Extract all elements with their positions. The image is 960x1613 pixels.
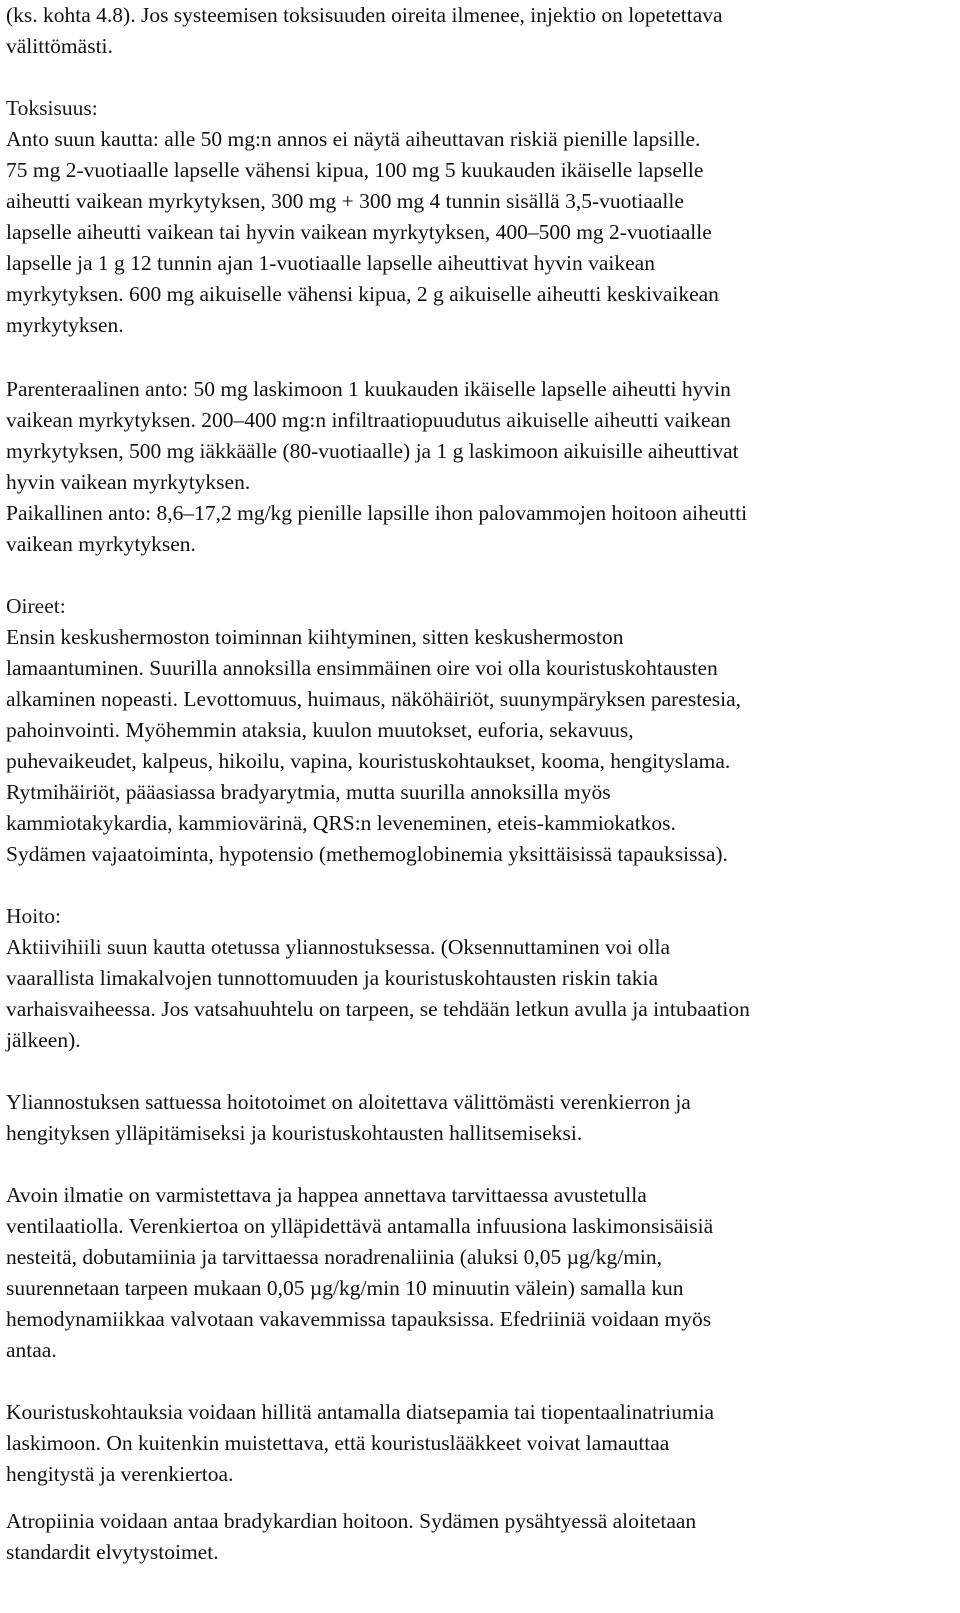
- paragraph-toksisuus-parenteral: [6, 374, 747, 560]
- text-line: hengityksen ylläpitämiseksi ja kouristuskohtausten hallitsemiseksi.: [6, 1121, 583, 1145]
- text-line: Sydämen vajaatoiminta, hypotensio (methemoglobinemia yksittäisissä tapauksissa).: [6, 842, 728, 866]
- section-heading: Oireet:: [6, 594, 66, 618]
- text-line: puhevaikeudet, kalpeus, hikoilu, vapina, kouristuskohtaukset, kooma, hengityslama.: [6, 749, 731, 773]
- text-line: kammiotakykardia, kammiovärinä, QRS:n leveneminen, eteis-kammiokatkos.: [6, 811, 676, 835]
- text-line: antaa.: [6, 1338, 57, 1362]
- paragraph-hoito-1: [6, 932, 750, 1056]
- paragraph-oireet: [6, 622, 741, 870]
- text-line: vaarallista limakalvojen tunnottomuuden ja kouristuskohtausten riskin takia: [6, 966, 659, 990]
- text-line: Anto suun kautta: alle 50 mg:n annos ei näytä aiheuttavan riskiä pienille lapsille.: [6, 127, 701, 151]
- section-heading: Hoito:: [6, 904, 61, 928]
- text-line: hemodynamiikkaa valvotaan vakavemmissa tapauksissa. Efedriiniä voidaan myös: [6, 1307, 712, 1331]
- heading-oireet: [6, 591, 66, 622]
- paragraph-hoito-3: [6, 1180, 713, 1366]
- text-line: nesteitä, dobutamiinia ja tarvittaessa noradrenaliinia (aluksi 0,05 µg/kg/min,: [6, 1245, 663, 1269]
- text-line: Ensin keskushermoston toiminnan kiihtyminen, sitten keskushermoston: [6, 625, 624, 649]
- paragraph-intro: [6, 0, 723, 62]
- text-line: standardit elvytystoimet.: [6, 1540, 219, 1564]
- heading-hoito: [6, 901, 61, 932]
- text-line: myrkytyksen. 600 mg aikuiselle vähensi kipua, 2 g aikuiselle aiheutti keskivaikean: [6, 282, 719, 306]
- paragraph-toksisuus-oral: [6, 124, 719, 341]
- text-line: Parenteraalinen anto: 50 mg laskimoon 1 kuukauden ikäiselle lapselle aiheutti hyvin: [6, 377, 731, 401]
- text-line: hyvin vaikean myrkytyksen.: [6, 470, 251, 494]
- paragraph-hoito-4: [6, 1397, 714, 1490]
- text-line: jälkeen).: [6, 1028, 81, 1052]
- paragraph-hoito-5: [6, 1506, 696, 1568]
- text-line: suurennetaan tarpeen mukaan 0,05 µg/kg/min 10 minuutin välein) samalla kun: [6, 1276, 684, 1300]
- text-line: 75 mg 2-vuotiaalle lapselle vähensi kipua, 100 mg 5 kuukauden ikäiselle lapselle: [6, 158, 704, 182]
- text-line: vaikean myrkytyksen. 200–400 mg:n infiltraatiopuudutus aikuiselle aiheutti vaikean: [6, 408, 731, 432]
- text-line: Kouristuskohtauksia voidaan hillitä antamalla diatsepamia tai tiopentaalinatriumia: [6, 1400, 715, 1424]
- text-line: lamaantuminen. Suurilla annoksilla ensimmäinen oire voi olla kouristuskohtausten: [6, 656, 718, 680]
- text-line: lapselle aiheutti vaikean tai hyvin vaikean myrkytyksen, 400–500 mg 2-vuotiaalle: [6, 220, 712, 244]
- paragraph-hoito-2: [6, 1087, 691, 1149]
- text-line: alkaminen nopeasti. Levottomuus, huimaus, näköhäiriöt, suunympäryksen parestesia,: [6, 687, 742, 711]
- section-heading: Toksisuus:: [6, 96, 98, 120]
- text-line: vaikean myrkytyksen.: [6, 532, 196, 556]
- text-line: välittömästi.: [6, 34, 113, 58]
- text-line: Aktiivihiili suun kautta otetussa yliannostuksessa. (Oksennuttaminen voi olla: [6, 935, 671, 959]
- text-line: Yliannostuksen sattuessa hoitotoimet on aloitettava välittömästi verenkierron ja: [6, 1090, 691, 1114]
- text-line: (ks. kohta 4.8). Jos systeemisen toksisuuden oireita ilmenee, injektio on lopetettava: [6, 3, 723, 27]
- text-line: ventilaatiolla. Verenkiertoa on ylläpidettävä antamalla infuusiona laskimonsisäisiä: [6, 1214, 714, 1238]
- text-line: hengitystä ja verenkiertoa.: [6, 1462, 234, 1486]
- text-line: myrkytyksen, 500 mg iäkkäälle (80-vuotiaalle) ja 1 g laskimoon aikuisille aiheuttivat: [6, 439, 739, 463]
- text-line: aiheutti vaikean myrkytyksen, 300 mg + 300 mg 4 tunnin sisällä 3,5-vuotiaalle: [6, 189, 684, 213]
- text-line: Rytmihäiriöt, pääasiassa bradyarytmia, mutta suurilla annoksilla myös: [6, 780, 611, 804]
- text-line: Paikallinen anto: 8,6–17,2 mg/kg pienille lapsille ihon palovammojen hoitoon aiheutti: [6, 501, 748, 525]
- text-line: laskimoon. On kuitenkin muistettava, että kouristuslääkkeet voivat lamauttaa: [6, 1431, 670, 1455]
- text-line: lapselle ja 1 g 12 tunnin ajan 1-vuotiaalle lapselle aiheuttivat hyvin vaikean: [6, 251, 655, 275]
- text-line: Avoin ilmatie on varmistettava ja happea annettava tarvittaessa avustetulla: [6, 1183, 647, 1207]
- text-line: varhaisvaiheessa. Jos vatsahuuhtelu on tarpeen, se tehdään letkun avulla ja intubaation: [6, 997, 750, 1021]
- text-line: pahoinvointi. Myöhemmin ataksia, kuulon muutokset, euforia, sekavuus,: [6, 718, 634, 742]
- heading-toksisuus: [6, 93, 98, 124]
- text-line: Atropiinia voidaan antaa bradykardian hoitoon. Sydämen pysähtyessä aloitetaan: [6, 1509, 697, 1533]
- text-line: myrkytyksen.: [6, 313, 124, 337]
